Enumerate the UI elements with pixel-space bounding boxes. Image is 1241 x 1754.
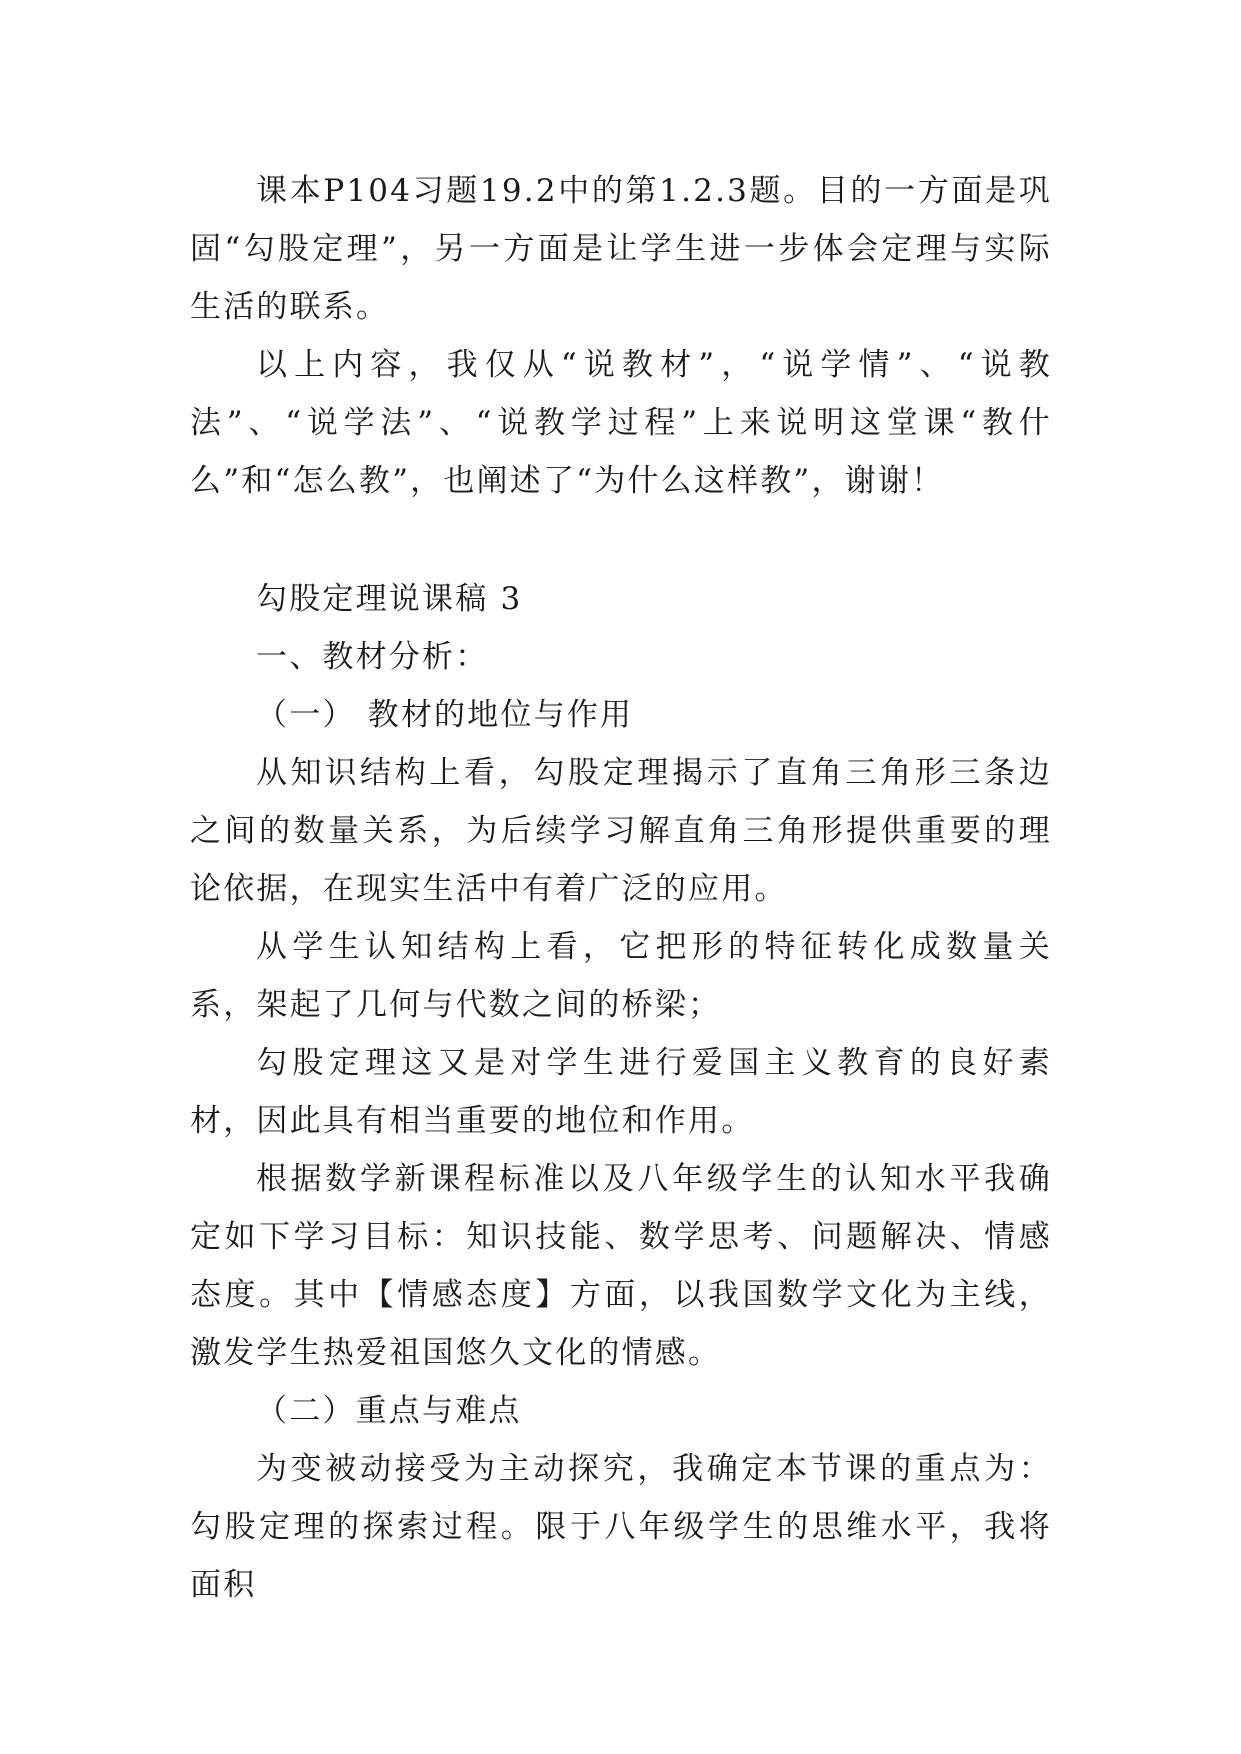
heading-key-points: （二）重点与难点 bbox=[256, 1393, 522, 1429]
section-title: 勾股定理说课稿 3 bbox=[256, 581, 523, 617]
paragraph-knowledge-structure: 从知识结构上看，勾股定理揭示了直角三角形三条边之间的数量关系，为后续学习解直角三角形提供重要的理论依据，在现实生活中有着广泛的应用。 bbox=[190, 755, 1052, 907]
paragraph-cognitive-structure: 从学生认知结构上看，它把形的特征转化成数量关系，架起了几何与代数之间的桥梁； bbox=[190, 929, 1052, 1023]
paragraph-key-difficulty: 为变被动接受为主动探究，我确定本节课的重点为：勾股定理的探索过程。限于八年级学生的思维水平，我将面积 bbox=[190, 1451, 1052, 1603]
document-body bbox=[190, 162, 1052, 1614]
heading-textbook-analysis: 一、教材分析： bbox=[256, 639, 489, 675]
paragraph-homework: 课本P104习题19.2中的第1.2.3题。目的一方面是巩固“勾股定理”，另一方面是让学生进一步体会定理与实际生活的联系。 bbox=[190, 173, 1052, 325]
section-spacer bbox=[190, 510, 1052, 570]
paragraph-learning-goals: 根据数学新课程标准以及八年级学生的认知水平我确定如下学习目标：知识技能、数学思考、问题解决、情感态度。其中【情感态度】方面，以我国数学文化为主线，激发学生热爱祖国悠久文化的情感。 bbox=[190, 1161, 1052, 1371]
paragraph-patriotic-education: 勾股定理这又是对学生进行爱国主义教育的良好素材，因此具有相当重要的地位和作用。 bbox=[190, 1045, 1052, 1139]
paragraph-summary: 以上内容，我仅从“说教材”，“说学情”、“说教法”、“说学法”、“说教学过程”上来说明这堂课“教什么”和“怎么教”，也阐述了“为什么这样教”，谢谢！ bbox=[190, 347, 1052, 499]
heading-position-role: （一） 教材的地位与作用 bbox=[256, 697, 634, 733]
